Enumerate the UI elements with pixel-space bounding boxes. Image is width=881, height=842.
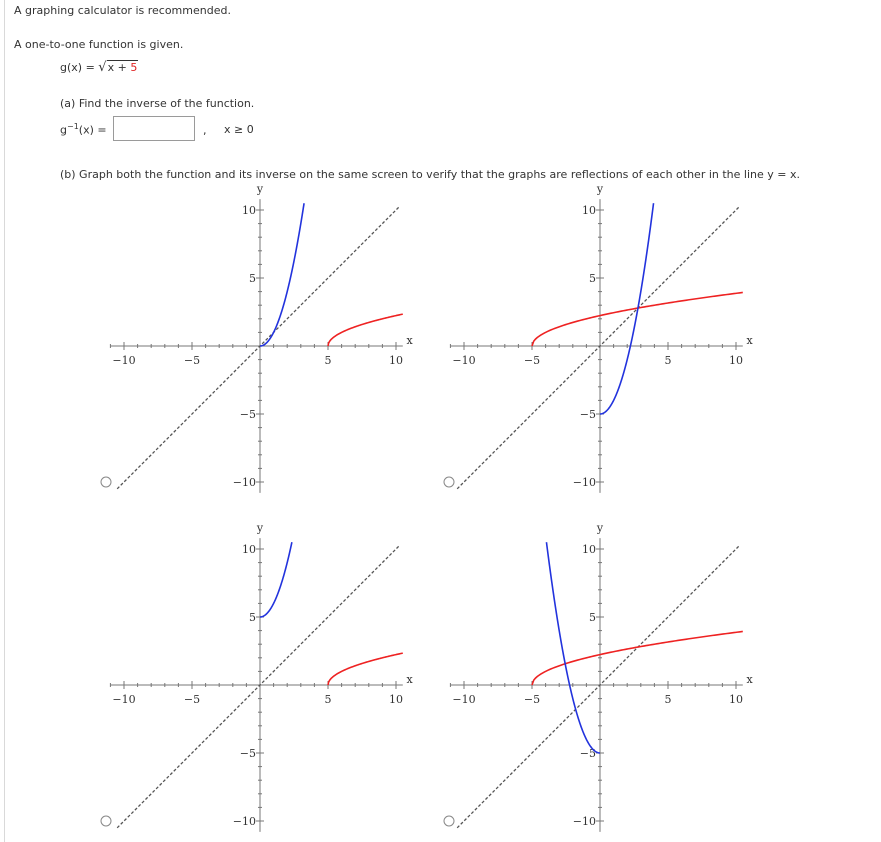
identity-line (457, 207, 739, 489)
answer-comma: , (203, 124, 207, 137)
x-tick-label: 10 (729, 693, 743, 706)
y-tick-label: −5 (239, 747, 256, 760)
y-tick-label: −5 (239, 408, 256, 421)
x-axis-label: x (406, 334, 413, 347)
intro-text: A graphing calculator is recommended. (14, 4, 231, 17)
function-lhs: g(x) = (60, 61, 99, 74)
x-tick-label: 5 (324, 354, 332, 367)
function-curve (328, 314, 403, 346)
x-tick-label: 10 (729, 354, 743, 367)
x-tick-label: −10 (452, 354, 476, 367)
y-tick-label: −5 (579, 408, 596, 421)
y-tick-label: 5 (249, 272, 256, 285)
x-tick-label: −5 (183, 693, 201, 706)
y-axis-label: y (256, 521, 264, 535)
function-curve (532, 292, 743, 346)
part-a-label: (a) Find the inverse of the function. (60, 97, 255, 110)
y-tick-label: 10 (242, 543, 256, 556)
y-tick-label: −10 (572, 476, 596, 489)
radicand-constant: 5 (130, 61, 138, 74)
sqrt-icon: √ (98, 60, 107, 75)
y-tick-label: 10 (582, 204, 596, 217)
x-tick-label: 5 (664, 693, 672, 706)
x-axis-label: x (746, 673, 753, 686)
graph-option-3-radio[interactable] (101, 816, 111, 826)
y-tick-label: 10 (242, 204, 256, 217)
x-tick-label: 10 (389, 354, 403, 367)
inverse-curve (600, 203, 654, 414)
inverse-g: g (60, 123, 67, 137)
graph-option-4-radio[interactable] (444, 816, 454, 826)
y-axis-label: y (596, 182, 604, 196)
inverse-curve (260, 542, 292, 617)
x-axis-label: x (406, 673, 413, 686)
graph-option-2-radio[interactable] (444, 477, 454, 487)
inverse-arg: (x) = (78, 123, 107, 137)
x-tick-label: −10 (112, 354, 136, 367)
y-tick-label: −10 (232, 815, 256, 828)
identity-equation: y = x. (767, 168, 800, 181)
x-tick-label: 5 (324, 693, 332, 706)
inverse-domain: x ≥ 0 (224, 123, 254, 136)
x-tick-label: −10 (452, 693, 476, 706)
x-tick-label: −5 (183, 354, 201, 367)
identity-line (117, 207, 399, 489)
y-tick-label: 5 (589, 611, 596, 624)
y-tick-label: −5 (579, 747, 596, 760)
identity-line (457, 546, 739, 828)
y-axis-label: y (256, 182, 264, 196)
function-curve (328, 653, 403, 685)
graph-option-1-radio[interactable] (101, 477, 111, 487)
inverse-exponent: −1 (66, 122, 79, 131)
y-tick-label: −10 (572, 815, 596, 828)
y-tick-label: −10 (232, 476, 256, 489)
y-tick-label: 5 (249, 611, 256, 624)
x-tick-label: −10 (112, 693, 136, 706)
part-b-text: (b) Graph both the function and its inverse on the same screen to verify that the graphs are reflections of each other in the line (60, 168, 768, 181)
y-tick-label: 5 (589, 272, 596, 285)
x-tick-label: 10 (389, 693, 403, 706)
function-radicand: x + 5 (107, 61, 138, 74)
problem-statement: A one-to-one function is given. (14, 38, 184, 51)
identity-line (117, 546, 399, 828)
y-tick-label: 10 (582, 543, 596, 556)
x-tick-label: 5 (664, 354, 672, 367)
x-axis-label: x (746, 334, 753, 347)
x-tick-label: −5 (523, 693, 541, 706)
x-tick-label: −5 (523, 354, 541, 367)
inverse-curve (546, 542, 600, 753)
y-axis-label: y (596, 521, 604, 535)
